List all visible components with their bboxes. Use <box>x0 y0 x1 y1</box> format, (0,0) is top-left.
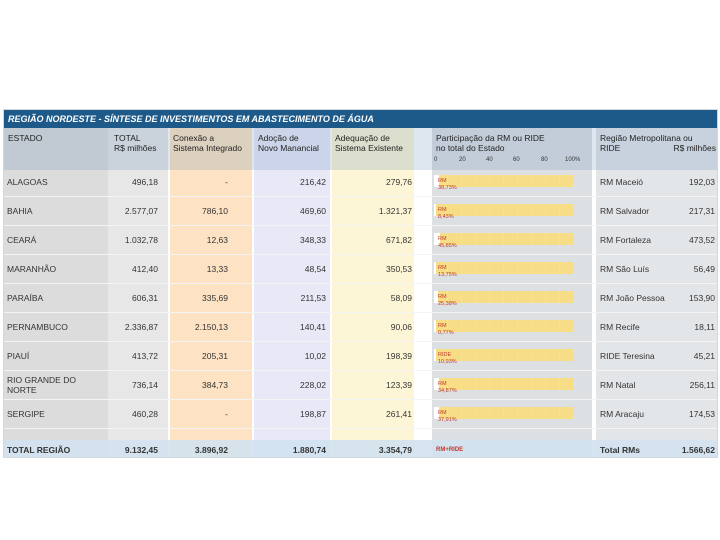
bar-segment <box>462 204 475 216</box>
total-value: 736,14 <box>132 379 158 390</box>
bar-segment <box>546 407 559 419</box>
adocao-total: 1.880,74 <box>292 445 326 455</box>
header-total <box>114 133 157 153</box>
participation-fill <box>434 349 436 361</box>
header-regiao-line1: Região Metropolitana ou <box>600 133 693 143</box>
rm-type-label: RM <box>438 178 447 184</box>
bar-segment <box>560 349 573 361</box>
bar-segment <box>532 407 545 419</box>
table-row <box>4 254 717 284</box>
header-regiao-line2: RIDE <box>600 143 621 153</box>
state-name: BAHIA <box>7 205 33 216</box>
rm-name: RM Recife <box>600 321 640 332</box>
bar-segment <box>504 262 517 274</box>
bar-segment <box>476 175 489 187</box>
bar-segment <box>532 320 545 332</box>
header-estado: ESTADO <box>8 133 43 143</box>
adequacao-value: 198,39 <box>386 350 412 361</box>
state-name: RIO GRANDE DO NORTE <box>7 374 76 395</box>
rm-value: 473,52 <box>689 234 715 245</box>
header-adocao <box>258 133 319 153</box>
conexao-value: 205,31 <box>202 350 228 361</box>
bar-segment <box>504 175 517 187</box>
bar-segment <box>560 262 573 274</box>
state-name: SERGIPE <box>7 408 45 419</box>
bar-segment <box>504 349 517 361</box>
scale-tick: 0 <box>434 157 438 163</box>
table-row <box>4 399 717 429</box>
participation-bar <box>434 320 574 332</box>
bar-segment <box>518 233 531 245</box>
adocao-value: 198,87 <box>300 408 326 419</box>
bar-segment <box>546 262 559 274</box>
bar-segment <box>462 233 475 245</box>
rm-percent-label: 8,43% <box>438 214 454 220</box>
header-adocao-line1: Adoção de <box>258 133 299 143</box>
rm-percent-label: 0,77% <box>438 330 454 336</box>
rm-value: 153,90 <box>689 292 715 303</box>
bar-segment <box>476 320 489 332</box>
bar-segment <box>490 378 503 390</box>
bar-segment <box>490 233 503 245</box>
bar-segment <box>504 204 517 216</box>
bar-segment <box>546 291 559 303</box>
rm-value: 174,53 <box>689 408 715 419</box>
bar-segment <box>546 349 559 361</box>
bar-segment <box>546 378 559 390</box>
rm-type-label: RM <box>438 381 447 387</box>
bar-segment <box>560 378 573 390</box>
bar-segment <box>518 378 531 390</box>
table-row <box>4 370 717 400</box>
header-adocao-line2: Novo Manancial <box>258 143 319 153</box>
bar-segment <box>462 291 475 303</box>
total-value: 460,28 <box>132 408 158 419</box>
bar-segment <box>518 204 531 216</box>
participation-fill <box>434 204 436 216</box>
scale-tick: 40 <box>486 157 493 163</box>
bar-segment <box>476 407 489 419</box>
bar-segment <box>518 262 531 274</box>
bar-segment <box>462 378 475 390</box>
bar-segment <box>490 262 503 274</box>
adequacao-value: 671,82 <box>386 234 412 245</box>
bar-segment <box>504 320 517 332</box>
adequacao-value: 279,76 <box>386 176 412 187</box>
conexao-value: 786,10 <box>202 205 228 216</box>
rm-type-label: RM <box>438 236 447 242</box>
bar-segment <box>518 349 531 361</box>
adocao-value: 216,42 <box>300 176 326 187</box>
table-row <box>4 167 717 197</box>
bar-segment <box>476 378 489 390</box>
bar-segment <box>532 262 545 274</box>
rm-percent-label: 34,87% <box>438 388 457 394</box>
table-row <box>4 341 717 371</box>
bar-segment <box>504 378 517 390</box>
participation-bar <box>434 204 574 216</box>
bar-segment <box>504 291 517 303</box>
bar-segment <box>532 233 545 245</box>
conexao-value: 12,63 <box>206 234 228 245</box>
adequacao-value: 1.321,37 <box>378 205 412 216</box>
bar-segment <box>546 320 559 332</box>
total-row <box>4 440 717 458</box>
bar-segment <box>560 407 573 419</box>
bar-segment <box>476 204 489 216</box>
adocao-value: 348,33 <box>300 234 326 245</box>
header-adequacao-line2: Sistema Existente <box>335 143 404 153</box>
conexao-value: 13,33 <box>206 263 228 274</box>
conexao-value: - <box>225 176 228 187</box>
total-value: 412,40 <box>132 263 158 274</box>
state-name: MARANHÃO <box>7 263 57 274</box>
rm-percent-label: 38,73% <box>438 185 457 191</box>
bar-segment <box>560 291 573 303</box>
bar-segment <box>476 262 489 274</box>
rm-percent-label: 13,75% <box>438 272 457 278</box>
bar-segment <box>560 233 573 245</box>
adocao-value: 140,41 <box>300 321 326 332</box>
adequacao-value: 58,09 <box>390 292 412 303</box>
total-label: TOTAL REGIÃO <box>7 445 71 455</box>
rm-value: 192,03 <box>689 176 715 187</box>
bar-segment <box>476 233 489 245</box>
bar-segment <box>490 291 503 303</box>
state-name: PERNAMBUCO <box>7 321 68 332</box>
participation-fill <box>434 320 436 332</box>
header-participacao-line1: Participação da RM ou RIDE <box>436 133 545 143</box>
rm-value: 217,31 <box>689 205 715 216</box>
bar-segment <box>532 291 545 303</box>
header-conexao-line1: Conexão a <box>173 133 215 143</box>
header-regiao <box>600 133 716 153</box>
bar-segment <box>518 320 531 332</box>
total-value: 2.336,87 <box>124 321 158 332</box>
bar-segment <box>532 175 545 187</box>
table-title: REGIÃO NORDESTE - SÍNTESE DE INVESTIMENTOS EM ABASTECIMENTO DE ÁGUA <box>4 110 717 128</box>
bar-segment <box>476 291 489 303</box>
total-value: 606,31 <box>132 292 158 303</box>
rm-percent-label: 45,85% <box>438 243 457 249</box>
conexao-value: 384,73 <box>202 379 228 390</box>
scale-tick: 60 <box>513 157 520 163</box>
rm-type-label: RM <box>438 207 447 213</box>
bar-segment <box>560 320 573 332</box>
rm-value: 56,49 <box>693 263 715 274</box>
bar-segment <box>518 175 531 187</box>
rm-type-label: RIDE <box>438 352 452 358</box>
conexao-value: - <box>225 408 228 419</box>
rm-name: RM João Pessoa <box>600 292 665 303</box>
bar-segment <box>490 320 503 332</box>
table-row <box>4 196 717 226</box>
bar-segment <box>490 204 503 216</box>
bar-segment <box>518 407 531 419</box>
bar-segment <box>560 175 573 187</box>
header-conexao-line2: Sistema Integrado <box>173 143 242 153</box>
bar-segment <box>462 407 475 419</box>
rm-name: RM São Luís <box>600 263 650 274</box>
rm-name: RM Maceió <box>600 176 643 187</box>
bar-segment <box>490 407 503 419</box>
total-value: 413,72 <box>132 350 158 361</box>
adequacao-value: 350,53 <box>386 263 412 274</box>
adocao-value: 469,60 <box>300 205 326 216</box>
bar-segment <box>504 233 517 245</box>
bar-segment <box>476 349 489 361</box>
bar-segment <box>462 349 475 361</box>
rm-percent-label: 37,91% <box>438 417 457 423</box>
header-adequacao <box>335 133 403 153</box>
rm-ride-label: RM+RIDE <box>436 447 464 453</box>
rm-type-label: RM <box>438 265 447 271</box>
bar-segment <box>490 349 503 361</box>
header-participacao-line2: no total do Estado <box>436 143 505 153</box>
header-regiao-unit: R$ milhões <box>673 143 716 153</box>
bar-segment <box>560 204 573 216</box>
bar-segment <box>546 175 559 187</box>
adequacao-value: 261,41 <box>386 408 412 419</box>
bar-segment <box>532 204 545 216</box>
rm-type-label: RM <box>438 294 447 300</box>
rm-type-label: RM <box>438 323 447 329</box>
total-value: 496,18 <box>132 176 158 187</box>
bar-segment <box>462 262 475 274</box>
adocao-value: 10,02 <box>304 350 326 361</box>
adocao-value: 228,02 <box>300 379 326 390</box>
adequacao-value: 90,06 <box>390 321 412 332</box>
state-name: ALAGOAS <box>7 176 48 187</box>
bar-segment <box>504 407 517 419</box>
rm-name: RIDE Teresina <box>600 350 655 361</box>
table-row <box>4 283 717 313</box>
rm-total-value: 1.566,62 <box>681 445 715 455</box>
rm-total-name: Total RMs <box>600 445 640 455</box>
adocao-value: 48,54 <box>304 263 326 274</box>
bar-segment <box>546 233 559 245</box>
rm-value: 45,21 <box>693 350 715 361</box>
bar-segment <box>532 378 545 390</box>
rm-name: RM Aracaju <box>600 408 644 419</box>
bar-segment <box>518 291 531 303</box>
rm-value: 256,11 <box>689 379 715 390</box>
conexao-value: 335,69 <box>202 292 228 303</box>
rm-name: RM Fortaleza <box>600 234 652 245</box>
adequacao-value: 123,39 <box>386 379 412 390</box>
rm-type-label: RM <box>438 410 447 416</box>
bar-segment <box>546 204 559 216</box>
scale-tick: 100% <box>565 157 581 163</box>
bar-segment <box>532 349 545 361</box>
adequacao-total: 3.354,79 <box>378 445 412 455</box>
investment-summary-table <box>3 109 718 458</box>
participation-fill <box>434 291 438 303</box>
adocao-value: 211,53 <box>300 292 326 303</box>
table-row <box>4 312 717 342</box>
bar-segment <box>462 175 475 187</box>
total-value: 9.132,45 <box>124 445 158 455</box>
conexao-value: 2.150,13 <box>194 321 228 332</box>
bar-segment <box>490 175 503 187</box>
total-value: 2.577,07 <box>124 205 158 216</box>
scale-tick: 20 <box>459 157 466 163</box>
header-conexao <box>173 133 242 153</box>
state-name: PARAÍBA <box>7 292 44 303</box>
header-total-line2: R$ milhões <box>114 143 157 153</box>
header-total-line1: TOTAL <box>114 133 141 143</box>
header-participacao <box>436 133 545 153</box>
header-adequacao-line1: Adequação de <box>335 133 390 143</box>
state-name: PIAUÍ <box>7 350 30 361</box>
bar-segment <box>462 320 475 332</box>
rm-value: 18,11 <box>694 321 715 332</box>
rm-percent-label: 25,38% <box>438 301 457 307</box>
rm-name: RM Natal <box>600 379 636 390</box>
conexao-total: 3.896,92 <box>194 445 228 455</box>
table-row <box>4 225 717 255</box>
rm-name: RM Salvador <box>600 205 650 216</box>
scale-tick: 80 <box>541 157 548 163</box>
rm-percent-label: 10,93% <box>438 359 457 365</box>
total-value: 1.032,78 <box>124 234 158 245</box>
state-name: CEARÁ <box>7 234 37 245</box>
participation-fill <box>434 262 436 274</box>
